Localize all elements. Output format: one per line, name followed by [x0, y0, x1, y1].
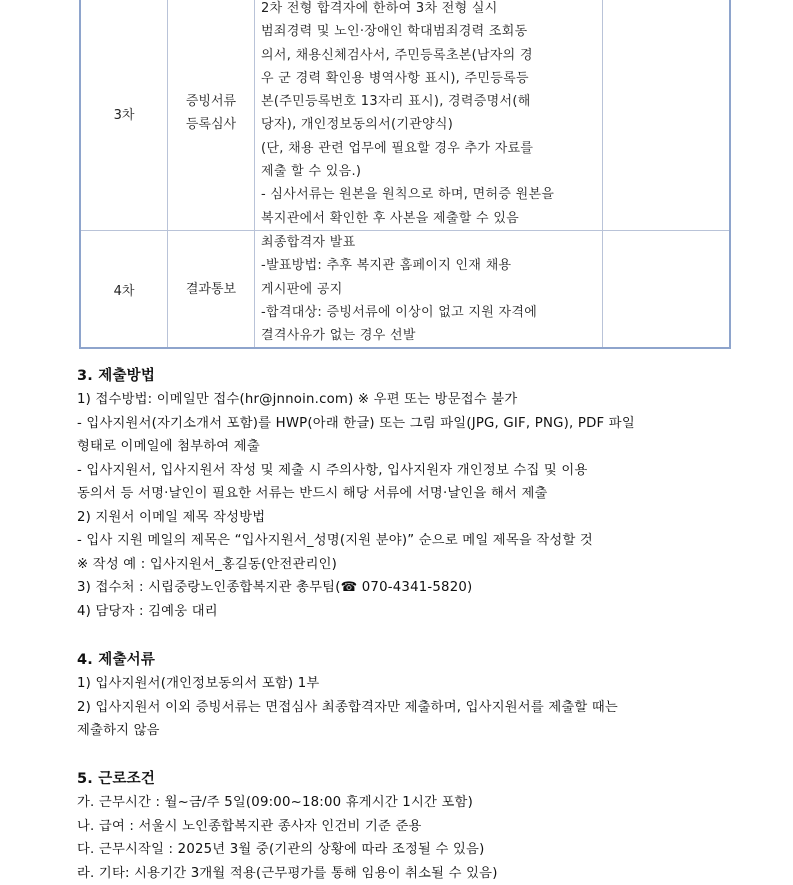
body-line: 나. 급여 : 서울시 노인종합복지관 종사자 인건비 기준 준용: [77, 815, 498, 839]
section-title: 5. 근로조건: [77, 767, 498, 791]
body-line: 1) 접수방법: 이메일만 접수(hr@jnnoin.com) ※ 우편 또는 방문접수 불가: [77, 388, 635, 412]
description-line: - 심사서류는 원본을 원칙으로 하며, 면허증 원본을: [261, 183, 597, 206]
body-line: 4) 담당자 : 김예웅 대리: [77, 600, 635, 624]
body-line: - 입사지원서(자기소개서 포함)를 HWP(아래 한글) 또는 그림 파일(JPG, GIF, PNG), PDF 파일: [77, 412, 635, 436]
body-line: 3) 접수처 : 시립중랑노인종합복지관 총무팀(☎ 070-4341-5820): [77, 576, 635, 600]
note-cell: [603, 230, 731, 348]
stage-name-cell: [168, 0, 255, 230]
description-line: 당자), 개인정보동의서(기관양식): [261, 113, 597, 136]
description-line: 복지관에서 확인한 후 사본을 제출할 수 있음: [261, 207, 597, 230]
description-line: -발표방법: 추후 복지관 홈페이지 인재 채용: [261, 254, 597, 277]
body-line: 동의서 등 서명·날인이 필요한 서류는 반드시 해당 서류에 서명·날인을 해서 제출: [77, 482, 635, 506]
description-line: 2차 전형 합격자에 한하여 3차 전형 실시: [261, 0, 597, 20]
note-cell: [603, 0, 731, 230]
section-working-conditions: [77, 767, 498, 885]
description-line: 의서, 채용신체검사서, 주민등록초본(남자의 경: [261, 44, 597, 67]
table-row: [80, 0, 730, 230]
description-line: 제출 할 수 있음.): [261, 160, 597, 183]
body-line: 다. 근무시작일 : 2025년 3월 중(기관의 상황에 따라 조정될 수 있음): [77, 838, 498, 862]
body-line: 2) 지원서 이메일 제목 작성방법: [77, 506, 635, 530]
description-line: 본(주민등록번호 13자리 표시), 경력증명서(해: [261, 90, 597, 113]
body-line: 형태로 이메일에 첨부하여 제출: [77, 435, 635, 459]
description-line: 게시판에 공지: [261, 278, 597, 301]
description-line: 결격사유가 없는 경우 선발: [261, 324, 597, 347]
stage-name-cell: 결과통보: [168, 230, 255, 348]
body-line: 1) 입사지원서(개인정보동의서 포함) 1부: [77, 672, 618, 696]
body-line: ※ 작성 예 : 입사지원서_홍길동(안전관리인): [77, 553, 635, 577]
section-title: 4. 제출서류: [77, 648, 618, 672]
description-line: (단, 채용 관련 업무에 필요할 경우 추가 자료를: [261, 137, 597, 160]
stage-description-cell: [255, 230, 603, 348]
section-title: 3. 제출방법: [77, 364, 635, 388]
description-line: 최종합격자 발표: [261, 231, 597, 254]
body-line: 가. 근무시간 : 월~금/주 5일(09:00~18:00 휴게시간 1시간 포함): [77, 791, 498, 815]
stage-cell: 4차: [80, 230, 168, 348]
body-line: 2) 입사지원서 이외 증빙서류는 면접심사 최종합격자만 제출하며, 입사지원서를 제출할 때는: [77, 696, 618, 720]
body-line: - 입사 지원 메일의 제목은 “입사지원서_성명(지원 분야)” 순으로 메일 제목을 작성할 것: [77, 529, 635, 553]
body-line: 라. 기타: 시용기간 3개월 적용(근무평가를 통해 임용이 취소될 수 있음): [77, 862, 498, 885]
section-submission-method: [77, 364, 635, 623]
description-line: -합격대상: 증빙서류에 이상이 없고 지원 자격에: [261, 301, 597, 324]
stage-name-line: 증빙서류: [168, 90, 254, 113]
body-line: - 입사지원서, 입사지원서 작성 및 제출 시 주의사항, 입사지원자 개인정보 수집 및 이용: [77, 459, 635, 483]
stage-description-cell: [255, 0, 603, 230]
recruitment-stage-table: [79, 0, 731, 349]
stage-name-line: 등록심사: [168, 113, 254, 136]
description-line: 우 군 경력 확인용 병역사항 표시), 주민등록등: [261, 67, 597, 90]
body-line: 제출하지 않음: [77, 719, 618, 743]
table-row: [80, 230, 730, 348]
description-line: 범죄경력 및 노인·장애인 학대범죄경력 조회동: [261, 20, 597, 43]
section-required-documents: [77, 648, 618, 743]
stage-cell: 3차: [80, 0, 168, 230]
